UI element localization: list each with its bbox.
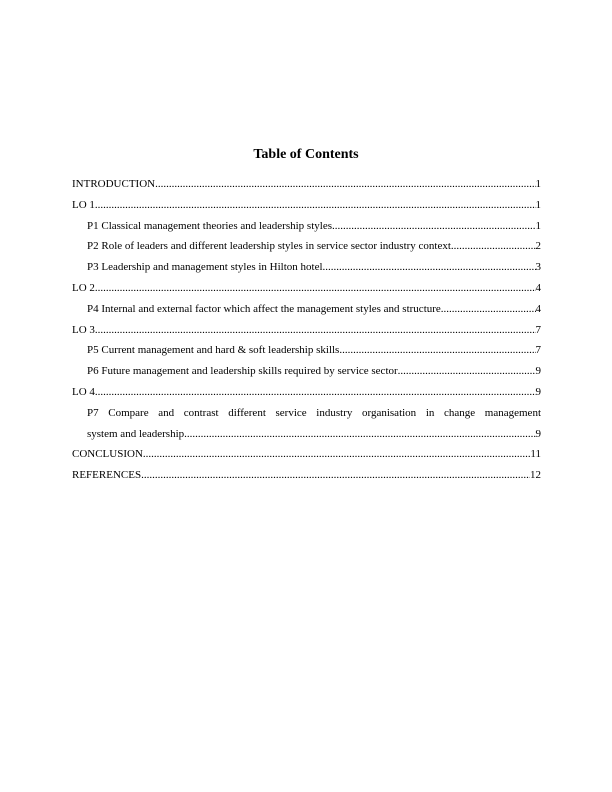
toc-leader-dots xyxy=(339,340,535,361)
toc-leader-dots xyxy=(95,278,536,299)
toc-entry-label: LO 4 xyxy=(72,385,95,398)
toc-entry-label: REFERENCES xyxy=(72,469,142,482)
toc-leader-dots xyxy=(95,320,536,341)
toc-leader-dots xyxy=(184,424,535,445)
toc-entry-label: P5 Current management and hard & soft leadership skills xyxy=(87,344,340,357)
toc-page-number: 7 xyxy=(535,323,541,336)
table-of-contents xyxy=(72,174,541,486)
toc-entry-label: P2 Role of leaders and different leadership styles in service sector industry context xyxy=(87,240,451,253)
toc-entry-label: P1 Classical management theories and leadership styles xyxy=(87,219,332,232)
toc-page-number: 1 xyxy=(535,198,541,211)
toc-entry-p4[interactable] xyxy=(72,299,541,320)
toc-entry-p1[interactable] xyxy=(72,216,541,237)
toc-leader-dots xyxy=(323,257,536,278)
toc-entry-label: P4 Internal and external factor which affect the management styles and structure xyxy=(87,302,441,315)
toc-entry-p3[interactable] xyxy=(72,257,541,278)
toc-entry-label: CONCLUSION xyxy=(72,448,143,461)
toc-leader-dots xyxy=(141,465,530,486)
toc-page-number: 4 xyxy=(535,281,541,294)
toc-leader-dots xyxy=(95,195,536,216)
toc-entry-p7[interactable] xyxy=(72,403,541,445)
toc-leader-dots xyxy=(441,299,536,320)
toc-entry-label-line1: P7 Compare and contrast different service industry organisation in change management xyxy=(87,406,541,419)
toc-page-number: 7 xyxy=(535,344,541,357)
toc-leader-dots xyxy=(332,216,536,237)
toc-entry-lo2[interactable] xyxy=(72,278,541,299)
toc-page-number: 2 xyxy=(535,240,541,253)
toc-entry-conclusion[interactable] xyxy=(72,444,541,465)
toc-entry-p5[interactable] xyxy=(72,340,541,361)
toc-entry-label-line2: system and leadership xyxy=(87,427,185,440)
toc-entry-label: LO 3 xyxy=(72,323,95,336)
toc-page-number: 11 xyxy=(530,448,541,461)
toc-entry-lo1[interactable] xyxy=(72,195,541,216)
toc-entry-label: INTRODUCTION xyxy=(72,178,156,190)
toc-entry-p6[interactable] xyxy=(72,361,541,382)
toc-entry-lo4[interactable] xyxy=(72,382,541,403)
toc-leader-dots xyxy=(398,361,536,382)
toc-page-number: 9 xyxy=(535,385,541,398)
toc-page-number: 12 xyxy=(530,469,541,482)
toc-entry-references[interactable] xyxy=(72,465,541,486)
toc-page-number: 3 xyxy=(535,261,541,274)
toc-entry-label: LO 1 xyxy=(72,198,95,211)
toc-entry-lo3[interactable] xyxy=(72,320,541,341)
toc-page-number: 9 xyxy=(535,365,541,378)
toc-leader-dots xyxy=(143,444,531,465)
toc-page-number: 1 xyxy=(535,219,541,232)
toc-entry-introduction[interactable] xyxy=(72,174,541,195)
toc-entry-label: P3 Leadership and management styles in Hilton hotel xyxy=(87,261,323,274)
toc-page-number: 4 xyxy=(535,302,541,315)
toc-entry-label: P6 Future management and leadership skills required by service sector xyxy=(87,365,398,378)
toc-title: Table of Contents xyxy=(253,147,359,162)
toc-page-number: 9 xyxy=(535,427,541,440)
toc-entry-label: LO 2 xyxy=(72,281,95,294)
toc-entry-line2 xyxy=(87,424,541,445)
toc-entry-p2[interactable] xyxy=(72,236,541,257)
toc-leader-dots xyxy=(95,382,536,403)
toc-leader-dots xyxy=(155,174,535,195)
toc-leader-dots xyxy=(451,236,536,257)
toc-page-number: 1 xyxy=(535,178,541,190)
